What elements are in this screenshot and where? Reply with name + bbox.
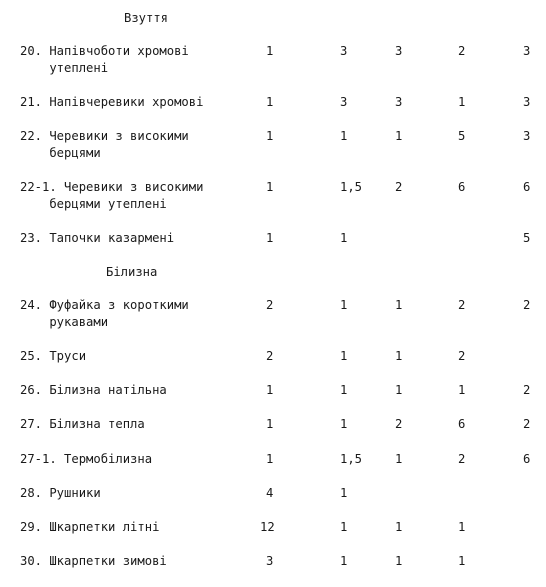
- table-row: [0, 348, 546, 382]
- value-col-5: 6: [523, 452, 531, 466]
- value-col-5: 3: [523, 129, 531, 143]
- value-col-4: 6: [458, 180, 466, 194]
- value-col-3: 1: [395, 554, 403, 568]
- value-col-4: 6: [458, 417, 466, 431]
- item-name: 24. Фуфайка з короткими рукавами: [20, 298, 189, 329]
- table-row: [0, 94, 546, 128]
- value-col-1: 1: [266, 383, 274, 397]
- table-row: [0, 179, 546, 213]
- table-row: [0, 128, 546, 162]
- table-row: [0, 297, 546, 331]
- value-col-3: 1: [395, 349, 403, 363]
- table-row: [0, 553, 546, 587]
- value-col-5: 2: [523, 383, 531, 397]
- table-row: [0, 416, 546, 450]
- value-col-4: 1: [458, 95, 466, 109]
- table-row: [0, 485, 546, 519]
- value-col-1: 2: [266, 298, 274, 312]
- value-col-2: 3: [340, 95, 348, 109]
- value-col-1: 1: [266, 231, 274, 245]
- value-col-3: 1: [395, 383, 403, 397]
- value-col-2: 1: [340, 349, 348, 363]
- value-col-2: 1: [340, 486, 348, 500]
- item-name: 23. Тапочки казармені: [20, 231, 175, 245]
- value-col-3: 1: [395, 520, 403, 534]
- item-name: 21. Напівчеревики хромові: [20, 95, 204, 109]
- item-name: 20. Напівчоботи хромові утеплені: [20, 44, 189, 75]
- value-col-1: 1: [266, 95, 274, 109]
- value-col-1: 1: [266, 452, 274, 466]
- value-col-1: 2: [266, 349, 274, 363]
- table-row: [0, 451, 546, 485]
- table-row: [0, 382, 546, 416]
- item-name: 28. Рушники: [20, 486, 101, 500]
- item-name: 30. Шкарпетки зимові: [20, 554, 167, 568]
- value-col-5: 3: [523, 95, 531, 109]
- value-col-3: 3: [395, 44, 403, 58]
- value-col-5: 2: [523, 417, 531, 431]
- value-col-2: 1: [340, 231, 348, 245]
- item-name: 27-1. Термобілизна: [20, 452, 153, 466]
- table-row: [0, 43, 546, 77]
- value-col-4: 2: [458, 452, 466, 466]
- item-name: 22-1. Черевики з високими берцями утеплені: [20, 180, 204, 211]
- value-col-3: 2: [395, 417, 403, 431]
- section-heading-footwear: Взуття: [124, 11, 169, 25]
- value-col-4: 1: [458, 554, 466, 568]
- value-col-2: 1: [340, 129, 348, 143]
- item-name: 27. Білизна тепла: [20, 417, 145, 431]
- value-col-3: 1: [395, 129, 403, 143]
- table-row: [0, 230, 546, 264]
- value-col-4: 2: [458, 44, 466, 58]
- value-col-2: 1: [340, 554, 348, 568]
- value-col-1: 1: [266, 180, 274, 194]
- value-col-2: 1: [340, 417, 348, 431]
- value-col-4: 1: [458, 520, 466, 534]
- value-col-1: 4: [266, 486, 274, 500]
- value-col-1: 1: [266, 44, 274, 58]
- value-col-2: 1: [340, 383, 348, 397]
- section-heading-underwear: Білизна: [106, 265, 158, 279]
- value-col-5: 2: [523, 298, 531, 312]
- value-col-2: 3: [340, 44, 348, 58]
- value-col-1: 3: [266, 554, 274, 568]
- value-col-2: 1: [340, 520, 348, 534]
- value-col-3: 2: [395, 180, 403, 194]
- table-row: [0, 519, 546, 553]
- value-col-1: 12: [260, 520, 275, 534]
- value-col-3: 1: [395, 452, 403, 466]
- value-col-4: 1: [458, 383, 466, 397]
- value-col-5: 3: [523, 44, 531, 58]
- value-col-1: 1: [266, 417, 274, 431]
- value-col-1: 1: [266, 129, 274, 143]
- value-col-3: 1: [395, 298, 403, 312]
- value-col-2: 1: [340, 298, 348, 312]
- item-name: 29. Шкарпетки літні: [20, 520, 160, 534]
- value-col-4: 2: [458, 298, 466, 312]
- item-name: 22. Черевики з високими берцями: [20, 129, 189, 160]
- value-col-4: 2: [458, 349, 466, 363]
- value-col-2: 1,5: [340, 452, 363, 466]
- item-name: 25. Труси: [20, 349, 87, 363]
- value-col-5: 6: [523, 180, 531, 194]
- value-col-3: 3: [395, 95, 403, 109]
- value-col-2: 1,5: [340, 180, 363, 194]
- item-name: 26. Білизна натільна: [20, 383, 167, 397]
- value-col-4: 5: [458, 129, 466, 143]
- value-col-5: 5: [523, 231, 531, 245]
